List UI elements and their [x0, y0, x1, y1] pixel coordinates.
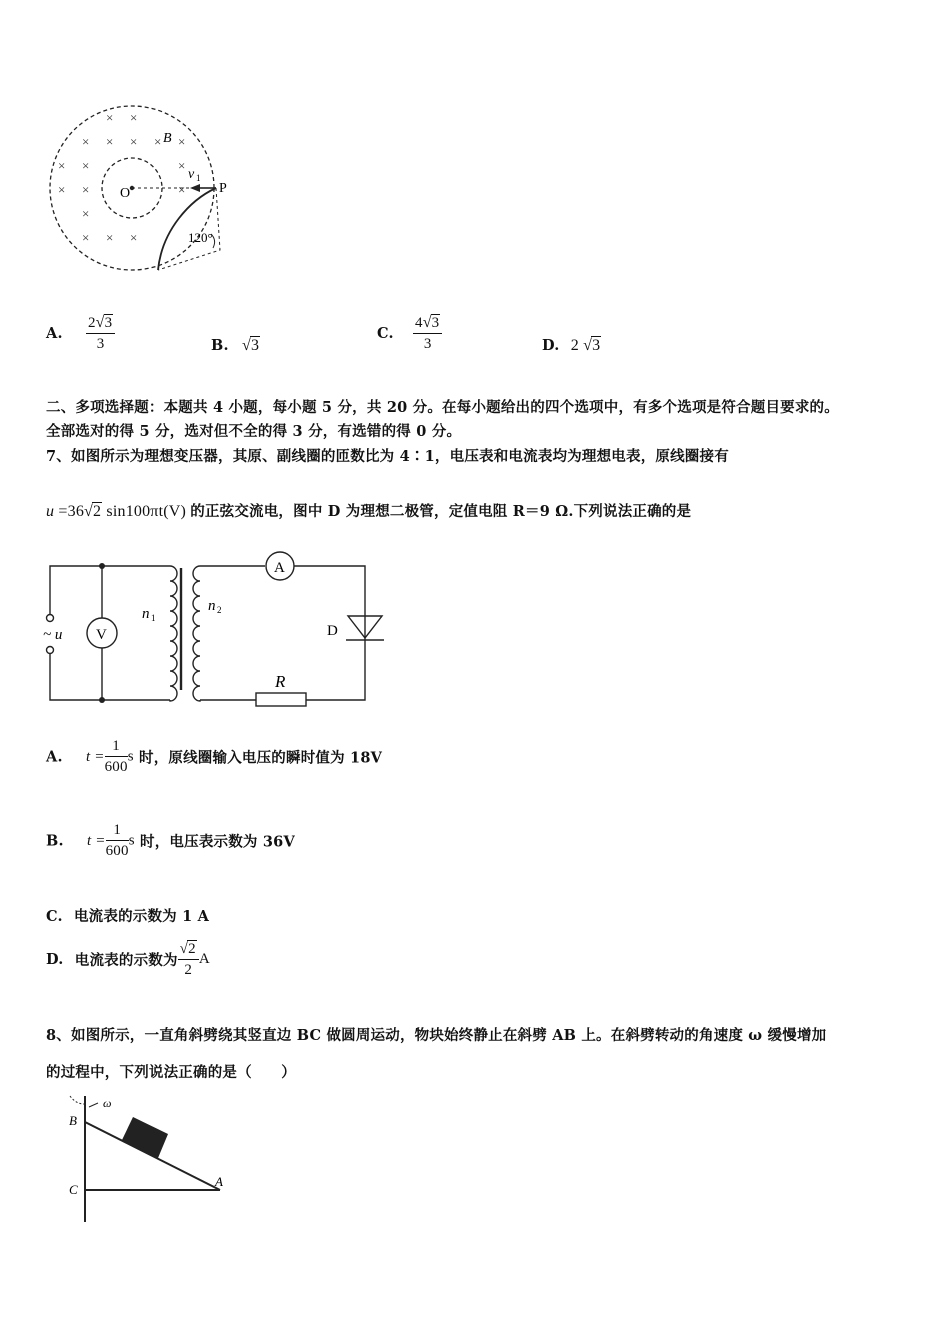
- option-label: C.: [377, 325, 394, 342]
- field-cross: ×: [130, 110, 138, 125]
- field-cross: ×: [106, 134, 114, 149]
- section-heading-line2: 全部选对的得 5 分，选对但不全的得 3 分，有选错的得 0 分。: [46, 423, 462, 440]
- resistor-label: R: [275, 672, 286, 691]
- option-label: B.: [211, 337, 229, 354]
- radical: 2 √3: [570, 337, 601, 354]
- section-heading-line1: 二、多项选择题：本题共 4 小题，每小题 5 分，共 20 分。在每小题给出的四个选项中，有多个选项是符合题目要求的。: [46, 399, 839, 416]
- point-label-P: P: [219, 181, 227, 196]
- n1-subscript: 1: [151, 613, 156, 623]
- q6-option-b[interactable]: [211, 336, 260, 355]
- q6-option-d[interactable]: [542, 336, 601, 355]
- label-omega: ω: [103, 1096, 112, 1110]
- n2-subscript: 2: [217, 605, 222, 615]
- center-label-O: O: [120, 186, 131, 201]
- label-A: A: [215, 1174, 223, 1189]
- field-cross: ×: [154, 134, 162, 149]
- diode-label: D: [327, 623, 338, 639]
- n2-label: n: [208, 598, 216, 614]
- q7-option-d[interactable]: D. 电流表的示数为 $\frac{√2}{2}$ A: [46, 941, 210, 978]
- field-cross: ×: [82, 230, 90, 245]
- source-label: ~ u: [43, 627, 63, 643]
- option-label: A.: [46, 325, 63, 342]
- field-cross: ×: [106, 230, 114, 245]
- field-cross: ×: [130, 230, 138, 245]
- field-cross: ×: [82, 182, 90, 197]
- q7-option-b[interactable]: B. t = $\frac{1}{600}$ s 时，电压表示数为 36V: [46, 822, 295, 859]
- n1-label: n: [142, 606, 150, 622]
- field-cross: ×: [130, 134, 138, 149]
- voltmeter-label: V: [96, 627, 107, 643]
- wedge-figure: [60, 1092, 240, 1226]
- fraction: $\frac{4√3}{3}$: [413, 314, 442, 353]
- q8-stem-line1: 8、如图所示，一直角斜劈绕其竖直边 BC 做圆周运动，物块始终静止在斜劈 AB 上。在斜劈转动的角速度 ω 缓慢增加: [46, 1027, 827, 1044]
- magnetic-field-figure: [40, 100, 240, 280]
- field-cross: ×: [178, 158, 186, 173]
- field-cross: ×: [58, 182, 66, 197]
- voltage-formula: u =36√2 sin100πt(V): [46, 503, 187, 520]
- q7-stem-line2: u =36√2 sin100πt(V) 的正弦交流电，图中 D 为理想二极管，定值电阻 R＝9 Ω.下列说法正确的是: [46, 503, 692, 520]
- q7-option-a[interactable]: A. t = $\frac{1}{600}$ s 时，原线圈输入电压的瞬时值为 18V: [46, 738, 383, 775]
- q7-option-c[interactable]: C. 电流表的示数为 1 A: [46, 908, 210, 925]
- q6-option-c[interactable]: [377, 314, 442, 353]
- field-cross: ×: [82, 206, 90, 221]
- field-cross: ×: [58, 158, 66, 173]
- option-label: D.: [542, 337, 560, 354]
- q7-stem-line1: 7、如图所示为理想变压器，其原、副线圈的匝数比为 4∶1，电压表和电流表均为理想电表，原线圈接有: [46, 448, 729, 465]
- ammeter-label: A: [274, 560, 285, 576]
- velocity-label: v: [188, 167, 195, 182]
- field-cross: ×: [106, 110, 114, 125]
- fraction: $\frac{2√3}{3}$: [86, 314, 115, 353]
- q6-option-a[interactable]: [46, 314, 115, 353]
- field-cross: ×: [178, 182, 186, 197]
- q8-stem-line2: 的过程中，下列说法正确的是（ ）: [46, 1064, 296, 1081]
- field-cross: ×: [178, 134, 186, 149]
- angle-label: 120°: [188, 230, 213, 245]
- label-B: B: [69, 1113, 77, 1128]
- field-cross: ×: [82, 134, 90, 149]
- label-C: C: [69, 1182, 78, 1197]
- field-label-B: B: [163, 131, 172, 146]
- field-cross: ×: [82, 158, 90, 173]
- velocity-subscript: 1: [196, 173, 201, 183]
- radical: √3: [241, 337, 260, 354]
- transformer-circuit: [40, 548, 390, 710]
